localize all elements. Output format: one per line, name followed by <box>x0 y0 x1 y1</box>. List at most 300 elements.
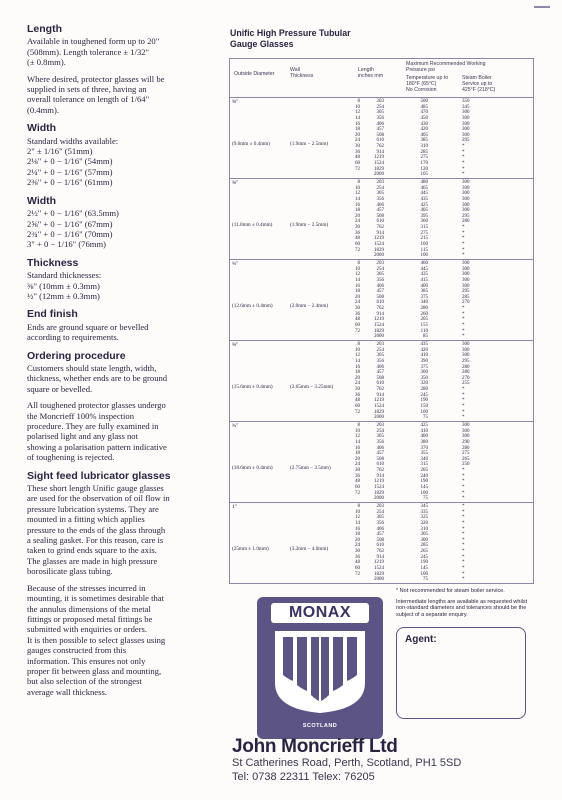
pressure-temp-cell: 415 <box>420 277 428 283</box>
length-inches-column <box>340 261 360 334</box>
pressure-steam-cell: * <box>462 253 465 259</box>
pressure-steam-cell: 265 <box>462 456 470 462</box>
pressure-steam-cell: * <box>462 311 465 317</box>
length-mm-column <box>362 423 384 502</box>
pressure-temp-cell: 100 <box>420 409 428 415</box>
pressure-temp-cell: 435 <box>420 196 428 202</box>
pressure-temp-cell: 245 <box>420 392 428 398</box>
pressure-steam-cell: 300 <box>462 185 470 191</box>
table-title-line: Gauge Glasses <box>230 38 294 49</box>
pressure-temp-cell: 405 <box>420 132 428 138</box>
pressure-temp-cell: 170 <box>420 161 428 167</box>
text-line: These short length Unific gauge glasses <box>27 483 164 494</box>
heading-width: Width <box>27 194 57 207</box>
length-inches-cell: 72 <box>355 409 360 415</box>
length-inches-cell: 8 <box>357 342 360 347</box>
text-line: fittings or proposed metal fittings be <box>27 613 153 624</box>
length-inches-cell: 36 <box>355 473 360 479</box>
length-inches-cell: 10 <box>355 104 360 110</box>
pressure-temp-cell: 410 <box>420 353 428 359</box>
width-item: 2⅛" + 0 − 1/16" (54mm) <box>27 156 113 167</box>
text-line: pressure to the ends of the glass through <box>27 524 166 535</box>
pressure-steam-cell: 255 <box>462 381 470 387</box>
length-inches-cell: 10 <box>355 266 360 272</box>
pressure-temp-cell: 110 <box>420 328 428 334</box>
length-inches-cell: 8 <box>357 261 360 266</box>
pressure-steam-cell: * <box>462 387 465 393</box>
pressure-temp-cell: 385 <box>420 289 428 295</box>
length-mm-cell: 203 <box>376 342 384 347</box>
pressure-steam-cell: * <box>462 242 465 248</box>
pressure-temp-cell: 310 <box>420 526 428 532</box>
pressure-temp-cell: 430 <box>420 121 428 127</box>
company-address: St Catherines Road, Perth, Scotland, PH1 5SD <box>232 757 462 769</box>
pressure-temp-cell: 465 <box>420 185 428 191</box>
length-inches-cell: 24 <box>355 219 360 225</box>
table-notes <box>396 588 536 622</box>
pressure-temp-cell: 280 <box>420 306 428 312</box>
pressure-temp-column <box>406 180 428 259</box>
monax-logo <box>257 597 383 739</box>
length-inches-cell: 24 <box>355 300 360 306</box>
pressure-temp-cell: 310 <box>420 144 428 150</box>
wall-thickness: (2.65mm − 3.25mm) <box>290 384 334 390</box>
pressure-temp-cell: 340 <box>420 300 428 306</box>
text-line: subject of a separate enquiry. <box>396 611 468 618</box>
pressure-temp-cell: 205 <box>420 317 428 323</box>
text-line: showing a polarisation pattern indicative <box>27 441 167 452</box>
length-mm-cell: 254 <box>376 428 384 434</box>
length-inches-cell: 12 <box>355 191 360 197</box>
length-mm-cell: 457 <box>376 451 384 457</box>
length-mm-cell: 356 <box>376 520 384 526</box>
length-mm-cell: 1829 <box>374 247 384 253</box>
length-mm-cell: 406 <box>376 202 384 208</box>
pressure-steam-column <box>462 504 486 583</box>
pressure-temp-cell: 285 <box>420 543 428 549</box>
thickness-item: ½" (12mm ± 0.3mm) <box>27 290 100 301</box>
length-mm-cell: 762 <box>376 306 384 312</box>
pressure-steam-cell: 300 <box>462 132 470 138</box>
end-finish-para <box>27 322 225 343</box>
text-line: square or bevelled. <box>27 383 93 394</box>
pressure-temp-cell: 260 <box>420 311 428 317</box>
pressure-steam-cell: 280 <box>462 370 470 376</box>
pressure-steam-cell: 300 <box>462 115 470 121</box>
pressure-temp-cell: 150 <box>420 404 428 410</box>
pressure-steam-cell: * <box>462 490 465 496</box>
outside-diameter-mm: (11.0mm ± 0.4mm) <box>232 222 273 228</box>
ordering-para-1 <box>27 363 225 394</box>
pressure-steam-cell: 250 <box>462 462 470 468</box>
text-line: non-standard diameters and tolerances should be the <box>396 605 527 611</box>
text-line: the annulus dimensions of the metal <box>27 603 151 614</box>
pressure-temp-cell: 75 <box>423 577 428 583</box>
text-line: the Moncrieff 100% inspection <box>27 410 134 421</box>
pressure-temp-cell: 190 <box>420 398 428 404</box>
wall-thickness: (1.9mm − 2.5mm) <box>290 141 329 147</box>
length-inches-cell: 36 <box>355 554 360 560</box>
thickness-list <box>27 270 225 301</box>
thickness-item: ⅜" (10mm ± 0.3mm) <box>27 280 100 291</box>
length-mm-cell: 762 <box>376 387 384 393</box>
length-inches-cell: 24 <box>355 138 360 144</box>
length-mm-cell: 2000 <box>374 415 384 421</box>
length-inches-cell: 36 <box>355 149 360 155</box>
length-mm-cell: 1524 <box>374 323 384 329</box>
length-mm-cell: 914 <box>376 149 384 155</box>
pressure-temp-cell: 100 <box>420 490 428 496</box>
length-mm-cell: 406 <box>376 445 384 451</box>
pressure-temp-cell: 190 <box>420 560 428 566</box>
pressure-steam-cell: * <box>462 537 465 543</box>
length-mm-column <box>362 342 384 421</box>
pressure-steam-cell: 295 <box>462 138 470 144</box>
pressure-temp-cell: 460 <box>420 261 428 266</box>
pressure-steam-cell: 295 <box>462 289 470 295</box>
length-inches-cell: 60 <box>355 242 360 248</box>
left-column <box>27 24 225 705</box>
text-line: borosilicate glass tubing. <box>27 566 113 577</box>
length-mm-cell: 457 <box>376 208 384 214</box>
length-mm-cell: 254 <box>376 104 384 110</box>
length-inches-column <box>340 99 360 172</box>
pressure-steam-cell: * <box>462 554 465 560</box>
length-inches-cell: 14 <box>355 520 360 526</box>
length-inches-cell: 60 <box>355 161 360 167</box>
outside-diameter-inch: ¾" <box>232 423 239 429</box>
header-text: Wall <box>290 67 300 73</box>
length-mm-cell: 254 <box>376 509 384 515</box>
length-mm-cell: 203 <box>376 99 384 104</box>
pressure-temp-cell: 320 <box>420 381 428 387</box>
length-inches-cell: 36 <box>355 392 360 398</box>
text-line: Standard thicknesses: <box>27 270 102 281</box>
pressure-temp-cell: 145 <box>420 566 428 572</box>
text-line: mounted in a fitting which applies <box>27 514 145 525</box>
length-inches-cell: 12 <box>355 110 360 116</box>
pressure-temp-cell: 425 <box>420 423 428 428</box>
page-mark <box>534 6 550 8</box>
text-line: Ends are ground square or bevelled <box>27 321 149 332</box>
length-inches-cell: 14 <box>355 439 360 445</box>
text-line: taken to grind ends square to the axis. <box>27 545 157 556</box>
pressure-temp-cell: 410 <box>420 428 428 434</box>
gauge-glass-table <box>229 58 534 584</box>
pressure-temp-cell: 360 <box>420 370 428 376</box>
length-mm-cell: 457 <box>376 127 384 133</box>
table-title-line: Unific High Pressure Tubular <box>230 28 351 38</box>
length-inches-cell: 30 <box>355 306 360 312</box>
length-mm-cell: 356 <box>376 358 384 364</box>
length-inches-cell: 18 <box>355 208 360 214</box>
length-mm-cell: 406 <box>376 526 384 532</box>
sight-feed-para-2 <box>27 583 225 697</box>
text-line: Customers should state length, width, <box>27 362 157 373</box>
length-mm-cell: 1524 <box>374 242 384 248</box>
length-inches-column <box>340 180 360 253</box>
length-mm-cell: 2000 <box>374 172 384 178</box>
pressure-temp-cell: 445 <box>420 266 428 272</box>
pressure-steam-column <box>462 261 486 340</box>
pressure-temp-cell: 285 <box>420 149 428 155</box>
length-mm-cell: 1524 <box>374 161 384 167</box>
length-inches-cell: 30 <box>355 225 360 231</box>
length-mm-cell: 254 <box>376 347 384 353</box>
header-temperature <box>406 75 448 93</box>
header-text: 425°F (218°C) <box>462 87 496 93</box>
pressure-steam-column <box>462 423 486 502</box>
text-line: procedure. They are fully examined in <box>27 421 159 431</box>
pressure-temp-column <box>406 261 428 340</box>
pressure-steam-cell: 300 <box>462 428 470 434</box>
pressure-steam-cell: * <box>462 404 465 410</box>
logo-wordmark: MONAX <box>271 603 369 623</box>
length-inches-cell: 24 <box>355 381 360 387</box>
length-inches-cell: 20 <box>355 537 360 543</box>
pressure-steam-cell: 300 <box>462 347 470 353</box>
length-inches-cell: 20 <box>355 213 360 219</box>
heading-end-finish: End finish <box>27 308 78 321</box>
text-line: pressure lubrication systems. They are <box>27 503 159 514</box>
pressure-temp-column <box>406 423 428 502</box>
length-inches-cell: 8 <box>357 423 360 428</box>
pressure-temp-cell: 480 <box>420 180 428 185</box>
length-inches-cell: 10 <box>355 509 360 515</box>
text-line: All toughened protector glasses undergo <box>27 400 166 411</box>
text-line: It is then possible to select glasses using <box>27 634 166 645</box>
pressure-temp-cell: 370 <box>420 445 428 451</box>
text-line: polarised light and any glass not <box>27 431 138 442</box>
length-mm-cell: 305 <box>376 434 384 440</box>
length-mm-cell: 203 <box>376 504 384 509</box>
length-mm-cell: 305 <box>376 515 384 521</box>
wall-thickness: (2.0mm − 2.4mm) <box>290 303 329 309</box>
length-inches-cell: 72 <box>355 166 360 172</box>
pressure-temp-cell: 160 <box>420 242 428 248</box>
pressure-temp-cell: 435 <box>420 272 428 278</box>
pressure-steam-cell: 350 <box>462 99 470 104</box>
length-inches-cell: 36 <box>355 311 360 317</box>
length-inches-cell: 18 <box>355 127 360 133</box>
pressure-temp-cell: 445 <box>420 191 428 197</box>
length-mm-cell: 1829 <box>374 166 384 172</box>
pressure-temp-cell: 435 <box>420 342 428 347</box>
note-steam: * Not recommended for steam boiler service. <box>396 588 505 594</box>
pressure-steam-column <box>462 99 486 178</box>
pressure-steam-cell: 300 <box>462 110 470 116</box>
pressure-temp-cell: 315 <box>420 225 428 231</box>
length-inches-cell: 20 <box>355 456 360 462</box>
length-mm-cell: 1524 <box>374 485 384 491</box>
pressure-steam-cell: * <box>462 560 465 566</box>
width-list-2 <box>27 208 225 250</box>
length-mm-cell: 610 <box>376 219 384 225</box>
text-line: average wall thickness. <box>27 686 107 697</box>
pressure-temp-cell: 485 <box>420 104 428 110</box>
pressure-steam-cell: * <box>462 549 465 555</box>
pressure-steam-cell: * <box>462 415 465 421</box>
pressure-temp-cell: 190 <box>420 479 428 485</box>
pressure-temp-cell: 395 <box>420 213 428 219</box>
pressure-temp-cell: 245 <box>420 554 428 560</box>
pressure-steam-cell: * <box>462 247 465 253</box>
length-inches-cell: 20 <box>355 132 360 138</box>
length-inches-cell: 8 <box>357 504 360 509</box>
width-item: 2⅜" + 0 − 1/16" (61mm) <box>27 177 113 188</box>
length-mm-cell: 457 <box>376 289 384 295</box>
length-inches-cell: 48 <box>355 479 360 485</box>
length-mm-cell: 1829 <box>374 328 384 334</box>
company-phone: Tel: 0738 22311 Telex: 76205 <box>232 771 375 783</box>
length-inches-cell: 72 <box>355 490 360 496</box>
pressure-temp-cell: 420 <box>420 347 428 353</box>
length-mm-cell: 1524 <box>374 566 384 572</box>
pressure-temp-column <box>406 342 428 421</box>
pressure-steam-cell: 300 <box>462 208 470 214</box>
length-mm-cell: 610 <box>376 462 384 468</box>
pressure-temp-cell: 305 <box>420 532 428 538</box>
length-inches-cell: 20 <box>355 294 360 300</box>
pressure-steam-cell: * <box>462 504 465 509</box>
pressure-steam-cell: 285 <box>462 294 470 300</box>
length-para-2 <box>27 74 225 116</box>
length-mm-cell: 914 <box>376 392 384 398</box>
length-inches-cell: 48 <box>355 317 360 323</box>
text-line: (0.4mm). <box>27 104 59 115</box>
length-inches-cell: 18 <box>355 370 360 376</box>
logo-shield-icon <box>271 629 369 715</box>
pressure-steam-cell: 275 <box>462 451 470 457</box>
outside-diameter-inch: ⅝" <box>232 342 239 348</box>
heading-width: Width <box>27 122 57 135</box>
pressure-temp-cell: 215 <box>420 236 428 242</box>
table-header <box>230 59 533 98</box>
length-para-1 <box>27 36 225 67</box>
heading-thickness: Thickness <box>27 256 79 269</box>
length-inches-cell: 60 <box>355 485 360 491</box>
pressure-temp-cell: 375 <box>420 364 428 370</box>
length-mm-cell: 762 <box>376 468 384 474</box>
pressure-steam-cell: * <box>462 236 465 242</box>
length-inches-cell: 48 <box>355 236 360 242</box>
length-inches-cell: 72 <box>355 247 360 253</box>
length-mm-cell: 1219 <box>374 155 384 161</box>
pressure-steam-cell: 270 <box>462 375 470 381</box>
pressure-temp-cell: 470 <box>420 110 428 116</box>
length-mm-cell: 508 <box>376 294 384 300</box>
pressure-temp-cell: 450 <box>420 115 428 121</box>
pressure-temp-cell: 280 <box>420 387 428 393</box>
length-mm-cell: 457 <box>376 532 384 538</box>
width-item: 2¾" + 0 − 1/16" (70mm) <box>27 228 113 239</box>
heading-sight-feed: Sight feed lubricator glasses <box>27 469 171 482</box>
pressure-temp-cell: 345 <box>420 504 428 509</box>
header-text: Pressure psi <box>406 67 435 73</box>
length-inches-cell: 14 <box>355 358 360 364</box>
outside-diameter-inch: ¾" <box>232 261 239 267</box>
length-mm-cell: 356 <box>376 439 384 445</box>
length-mm-cell: 203 <box>376 423 384 428</box>
pressure-steam-cell: * <box>462 485 465 491</box>
pressure-temp-cell: 335 <box>420 509 428 515</box>
length-inches-cell: 16 <box>355 526 360 532</box>
length-mm-cell: 406 <box>376 121 384 127</box>
pressure-temp-cell: 265 <box>420 468 428 474</box>
pressure-steam-cell: 345 <box>462 104 470 110</box>
pressure-temp-cell: 275 <box>420 155 428 161</box>
width-item: 3" + 0 − 1/16" (76mm) <box>27 239 107 250</box>
pressure-steam-cell: * <box>462 532 465 538</box>
length-inches-column <box>340 423 360 496</box>
outside-diameter-inch: 1" <box>232 504 237 510</box>
pressure-steam-cell: * <box>462 306 465 312</box>
table-band <box>230 340 533 422</box>
text-line: are used for the observation of oil flow in <box>27 493 170 504</box>
header-outside-diameter: Outside Diameter <box>234 71 275 77</box>
pressure-steam-cell: * <box>462 392 465 398</box>
text-line: but also selection of the strongest <box>27 676 142 687</box>
length-inches-cell: 48 <box>355 398 360 404</box>
section-length <box>27 24 225 115</box>
length-inches-cell: 24 <box>355 543 360 549</box>
note-intermediate <box>396 599 536 619</box>
text-line: Because of the stresses incurred in <box>27 582 146 593</box>
sight-feed-para-1 <box>27 483 225 577</box>
pressure-temp-cell: 100 <box>420 253 428 259</box>
agent-box <box>396 627 526 719</box>
length-inches-cell: 20 <box>355 375 360 381</box>
length-mm-cell: 203 <box>376 180 384 185</box>
pressure-steam-cell: 300 <box>462 272 470 278</box>
length-inches-cell: 18 <box>355 451 360 457</box>
length-mm-cell: 508 <box>376 132 384 138</box>
length-mm-cell: 254 <box>376 266 384 272</box>
pressure-temp-cell: 500 <box>420 99 428 104</box>
pressure-temp-cell: 320 <box>420 520 428 526</box>
company-name: John Moncrieff Ltd <box>232 736 398 757</box>
pressure-steam-cell: 280 <box>462 219 470 225</box>
table-band <box>230 97 533 179</box>
length-mm-cell: 1219 <box>374 398 384 404</box>
length-mm-cell: 1219 <box>374 479 384 485</box>
length-inches-cell: 10 <box>355 347 360 353</box>
pressure-temp-cell: 105 <box>420 172 428 178</box>
header-text: 180°F (65°C) <box>406 81 437 87</box>
section-ordering <box>27 351 225 463</box>
pressure-steam-cell: 300 <box>462 196 470 202</box>
width-item: 2½" + 0 − 1/16" (63.5mm) <box>27 208 119 219</box>
header-steam-boiler <box>462 75 495 93</box>
outside-diameter-mm: (12.6mm ± 0.4mm) <box>232 303 273 309</box>
pressure-temp-cell: 380 <box>420 439 428 445</box>
width-item: 2" ± 1/16" (51mm) <box>27 146 93 157</box>
length-mm-cell: 1829 <box>374 571 384 577</box>
pressure-steam-cell: * <box>462 515 465 521</box>
pressure-temp-cell: 300 <box>420 537 428 543</box>
length-inches-cell: 12 <box>355 434 360 440</box>
length-inches-cell: 48 <box>355 560 360 566</box>
header-text: inches mm <box>358 73 384 79</box>
length-mm-cell: 762 <box>376 144 384 150</box>
pressure-steam-cell: * <box>462 172 465 178</box>
pressure-steam-cell: 280 <box>462 445 470 451</box>
length-inches-cell: 16 <box>355 364 360 370</box>
length-mm-cell: 1829 <box>374 409 384 415</box>
pressure-temp-cell: 350 <box>420 375 428 381</box>
length-mm-cell: 356 <box>376 196 384 202</box>
length-inches-cell: 30 <box>355 468 360 474</box>
